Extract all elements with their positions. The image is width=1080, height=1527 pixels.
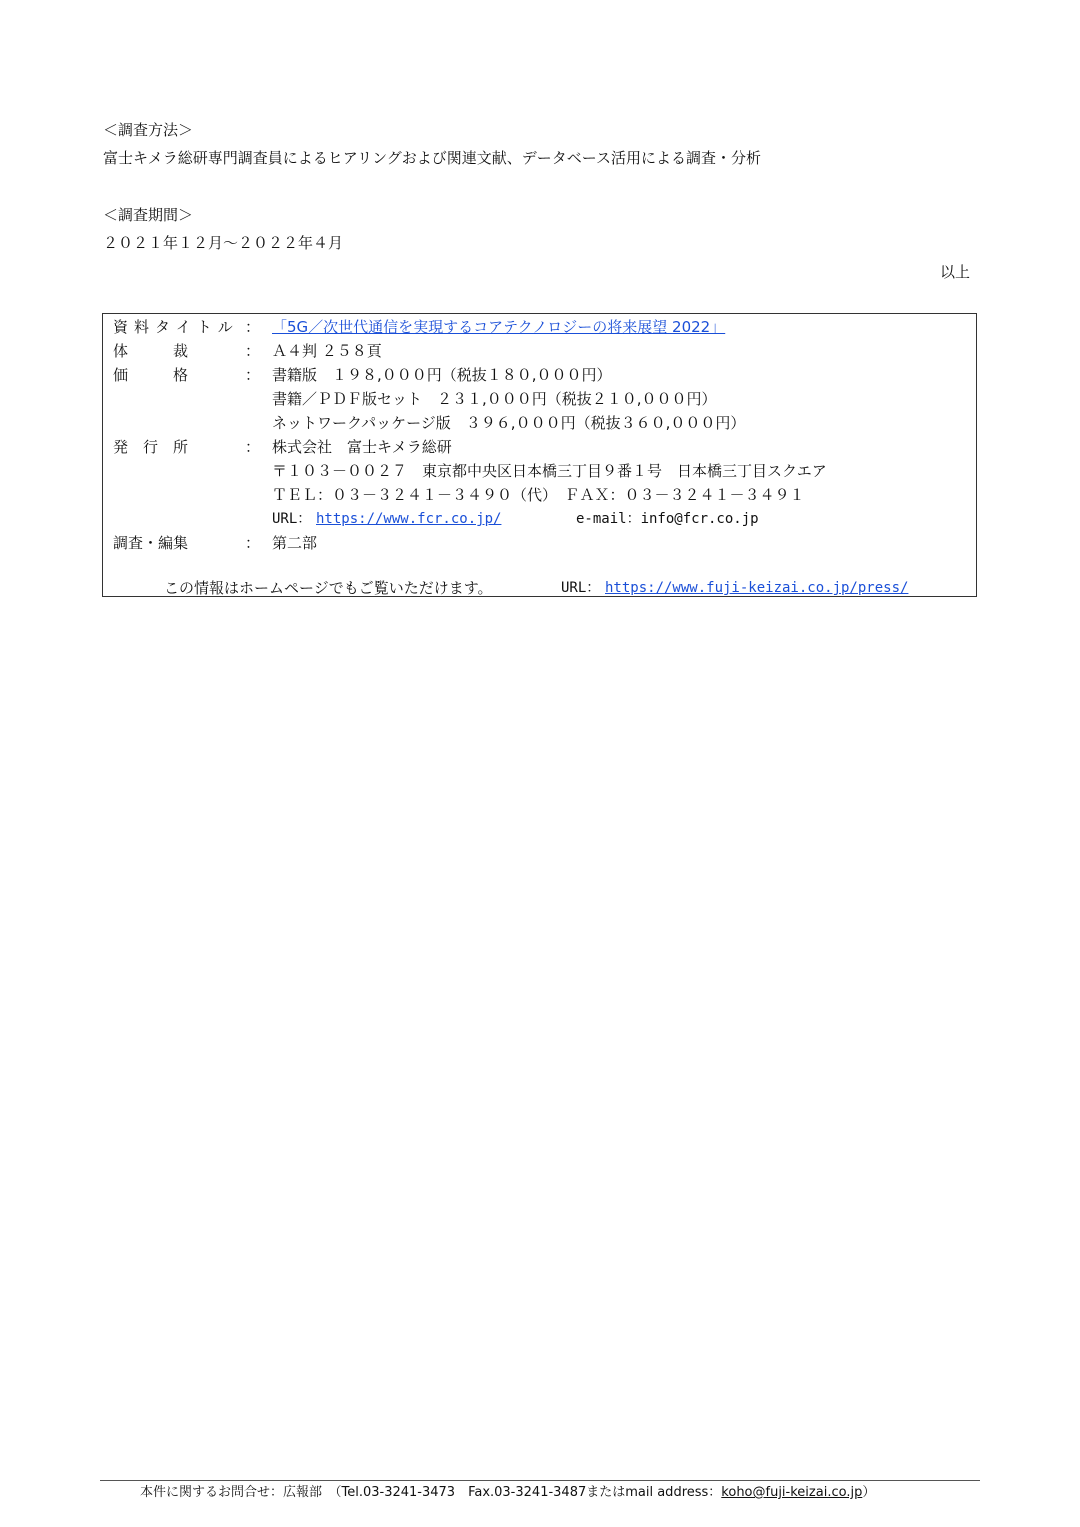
period-text: ２０２１年１２月～２０２２年４月 [103,234,344,252]
footer-email-link[interactable]: koho@fuji-keizai.co.jp [721,1485,863,1500]
info-box [102,313,977,597]
editor-value: 第二部 [272,534,318,552]
price-line: 書籍版 １９８,０００円（税抜１８０,０００円） [272,366,612,384]
footer-close-paren: ） [862,1485,876,1500]
editor-colon: ： [245,534,261,552]
price-line: ネットワークパッケージ版 ３９６,０００円（税抜３６０,０００円） [272,414,746,432]
price-line: 書籍／ＰＤＦ版セット ２３１,０００円（税抜２１０,０００円） [272,390,717,408]
publisher-label: 発 行 所 [113,438,189,456]
publisher-address: 〒１０３－００２７ 東京都中央区日本橋三丁目９番１号 日本橋三丁目スクエア [272,462,827,480]
title-colon: ： [245,318,261,336]
email-text: e-mail：info@fcr.co.jp [576,511,759,527]
closing-text: 以上 [940,263,971,281]
footer-divider [100,1480,980,1481]
publisher-name: 株式会社 富士キメラ総研 [272,438,452,456]
format-colon: ： [245,342,261,360]
press-url-link[interactable]: https://www.fuji-keizai.co.jp/press/ [605,580,909,596]
title-label: 資料タイトル [113,318,239,336]
publisher-colon: ： [245,438,261,456]
editor-label: 調査・編集 [113,534,189,552]
method-heading: ＜調査方法＞ [103,121,194,139]
method-text: 富士キメラ総研専門調査員によるヒアリングおよび関連文献、データベース活用による調査・分析 [103,149,762,167]
url-label: URL： [272,511,312,527]
report-title-link[interactable]: 「5G／次世代通信を実現するコアテクノロジーの将来展望 2022」 [272,318,726,336]
footer-contact-text: 本件に関するお問合せ：広報部 （Tel.03-3241-3473 Fax.03-3241-3487またはmail address： [140,1485,722,1500]
footer-contact [140,1484,875,1502]
format-value: Ａ４判 ２５８頁 [272,342,382,360]
price-label: 価 格 [113,366,189,384]
publisher-tel-fax: ＴＥＬ：０３－３２４１－３４９０（代） ＦＡＸ：０３－３２４１－３４９１ [272,486,805,504]
homepage-note: この情報はホームページでもご覧いただけます。 [164,579,493,597]
format-label: 体 裁 [113,342,189,360]
homepage-url-label: URL： [561,580,601,596]
price-colon: ： [245,366,261,384]
period-heading: ＜調査期間＞ [103,206,194,224]
company-url-link[interactable]: https://www.fcr.co.jp/ [316,511,502,527]
